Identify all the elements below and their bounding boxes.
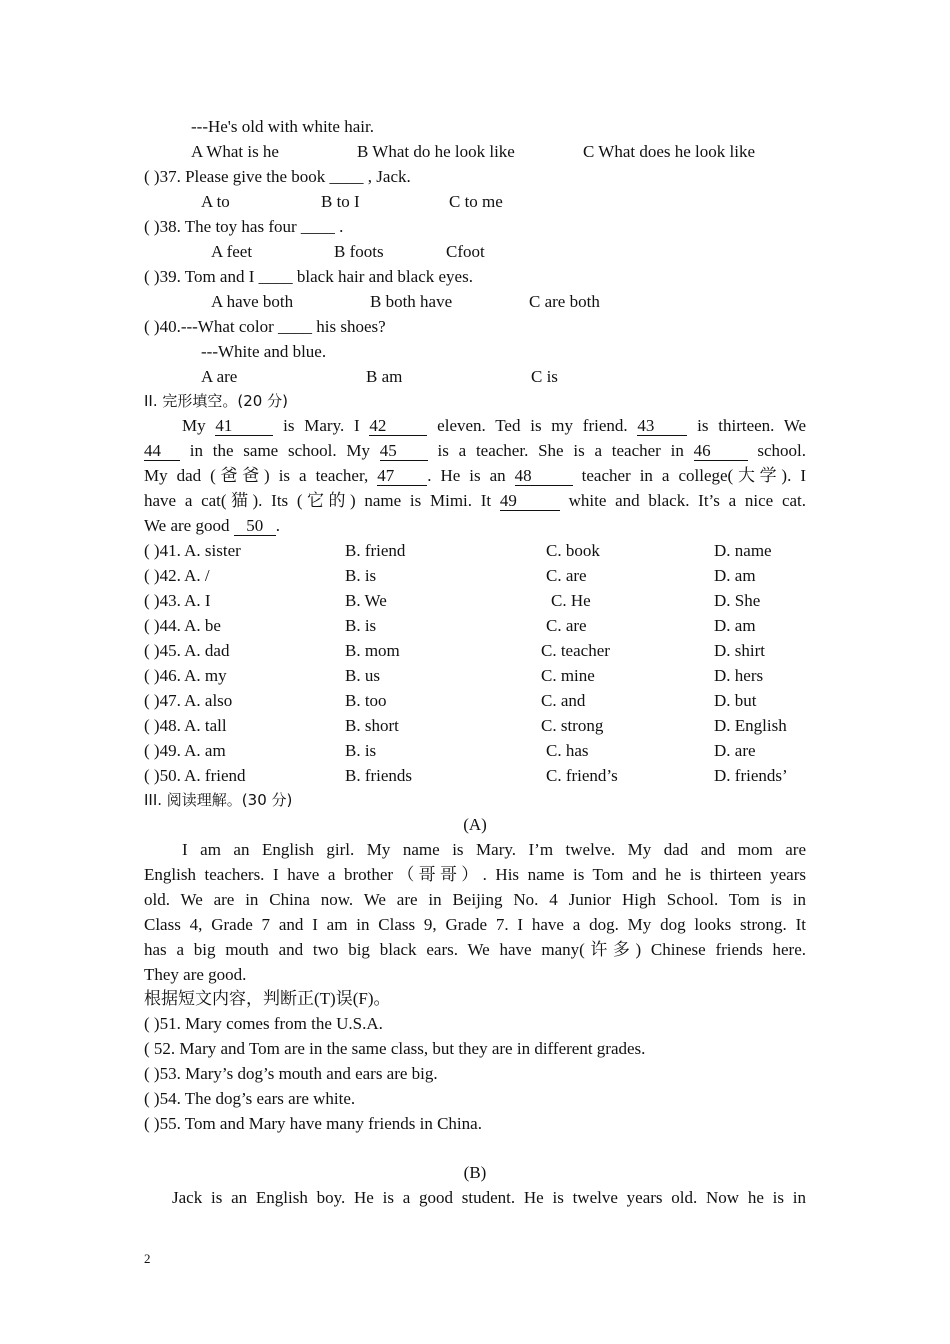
cloze-q46-c: C. mine bbox=[541, 666, 595, 685]
passage-a-label: (A) bbox=[463, 815, 487, 834]
passage-b-label: (B) bbox=[463, 1163, 487, 1182]
blank-48[interactable]: 48 bbox=[515, 467, 573, 486]
cloze-q45-a: ( )45. A. dad bbox=[144, 641, 230, 660]
q40-answer-line: ---White and blue. bbox=[201, 342, 327, 361]
q39-option-b: B both have bbox=[370, 292, 453, 311]
cloze-line-5: We are good 50 . bbox=[144, 516, 280, 535]
cloze-q42-d: D. am bbox=[714, 566, 756, 585]
q38-option-a: A feet bbox=[211, 242, 253, 261]
q37-stem: ( )37. Please give the book ____ , Jack. bbox=[144, 167, 411, 186]
cloze-heading: II. 完形填空。(20 分) bbox=[144, 392, 288, 410]
cloze-line-1: My 41 is Mary. I 42 eleven. Ted is my friend. 43 is thirteen. We bbox=[182, 416, 807, 435]
cloze-q47-b: B. too bbox=[345, 691, 387, 710]
cloze-q46-d: D. hers bbox=[714, 666, 764, 685]
q39-option-a: A have both bbox=[211, 292, 294, 311]
cloze-line-4: have a cat(猫). Its (它的) name is Mimi. It 49 white and black. It’s a nice cat. bbox=[144, 491, 807, 510]
blank-49[interactable]: 49 bbox=[500, 492, 560, 511]
blank-41[interactable]: 41 bbox=[215, 417, 273, 436]
q37-option-a: A to bbox=[201, 192, 230, 211]
cloze-q48-d: D. English bbox=[714, 716, 787, 735]
cloze-q47-d: D. but bbox=[714, 691, 757, 710]
cloze-q49-c: C. has bbox=[546, 741, 589, 760]
q40-option-a: A are bbox=[201, 367, 238, 386]
cloze-q50-a: ( )50. A. friend bbox=[144, 766, 246, 785]
tf-instruction: 根据短文内容，判断正(T)误(F)。 bbox=[144, 989, 391, 1008]
passage-a-line-6: They are good. bbox=[144, 965, 247, 984]
blank-50[interactable]: 50 bbox=[234, 517, 276, 536]
cloze-q41-d: D. name bbox=[714, 541, 772, 560]
tf-q51: ( )51. Mary comes from the U.S.A. bbox=[144, 1014, 383, 1033]
passage-a-line-1: I am an English girl. My name is Mary. I’m twelve. My dad and mom are bbox=[182, 840, 806, 859]
tf-q55: ( )55. Tom and Mary have many friends in China. bbox=[144, 1114, 482, 1133]
cloze-q50-d: D. friends’ bbox=[714, 766, 788, 785]
reading-heading: III. 阅读理解。(30 分) bbox=[144, 791, 293, 809]
cloze-q41-a: ( )41. A. sister bbox=[144, 541, 241, 560]
cloze-q43-c: C. He bbox=[551, 591, 591, 610]
passage-a-line-5: has a big mouth and two big black ears. We have many(许多) Chinese friends here. bbox=[144, 940, 806, 959]
cloze-q44-b: B. is bbox=[345, 616, 377, 635]
q37-option-c: C to me bbox=[449, 192, 503, 211]
cloze-line-2: 44 in the same school. My 45 is a teacher. She is a teacher in 46 school. bbox=[144, 441, 806, 460]
blank-43[interactable]: 43 bbox=[637, 417, 687, 436]
blank-46[interactable]: 46 bbox=[694, 442, 748, 461]
q36-option-b: B What do he look like bbox=[357, 142, 515, 161]
cloze-q49-b: B. is bbox=[345, 741, 377, 760]
cloze-q43-d: D. She bbox=[714, 591, 761, 610]
cloze-q48-c: C. strong bbox=[541, 716, 604, 735]
q38-stem: ( )38. The toy has four ____ . bbox=[144, 217, 344, 236]
blank-42[interactable]: 42 bbox=[369, 417, 427, 436]
cloze-line-3: My dad (爸爸) is a teacher, 47 . He is an 48 teacher in a college(大学). I bbox=[144, 466, 806, 485]
cloze-q50-b: B. friends bbox=[345, 766, 413, 785]
tf-q54: ( )54. The dog’s ears are white. bbox=[144, 1089, 356, 1108]
q39-option-c: C are both bbox=[529, 292, 600, 311]
blank-45[interactable]: 45 bbox=[380, 442, 428, 461]
cloze-q43-b: B. We bbox=[345, 591, 387, 610]
cloze-q45-b: B. mom bbox=[345, 641, 400, 660]
cloze-q41-c: C. book bbox=[546, 541, 600, 560]
cloze-q43-a: ( )43. A. I bbox=[144, 591, 211, 610]
cloze-q44-a: ( )44. A. be bbox=[144, 616, 221, 635]
cloze-q48-a: ( )48. A. tall bbox=[144, 716, 227, 735]
cloze-q49-a: ( )49. A. am bbox=[144, 741, 226, 760]
cloze-q44-d: D. am bbox=[714, 616, 756, 635]
q39-stem: ( )39. Tom and I ____ black hair and black eyes. bbox=[144, 267, 473, 286]
q40-option-c: C is bbox=[531, 367, 558, 386]
page-number: 2 bbox=[144, 1251, 151, 1266]
passage-a-line-2: English teachers. I have a brother（哥哥）. His name is Tom and he is thirteen years bbox=[144, 865, 806, 884]
cloze-q42-a: ( )42. A. / bbox=[144, 566, 210, 585]
q40-stem: ( )40.---What color ____ his shoes? bbox=[144, 317, 386, 336]
cloze-q47-a: ( )47. A. also bbox=[144, 691, 233, 710]
q40-option-b: B am bbox=[366, 367, 403, 386]
q37-option-b: B to I bbox=[321, 192, 360, 211]
tf-q52: ( 52. Mary and Tom are in the same class, but they are in different grades. bbox=[144, 1039, 646, 1058]
cloze-q50-c: C. friend’s bbox=[546, 766, 618, 785]
passage-a-line-4: Class 4, Grade 7 and I am in Class 9, Grade 7. I have a dog. My dog looks strong. It bbox=[144, 915, 806, 934]
q38-option-b: B foots bbox=[334, 242, 384, 261]
blank-47[interactable]: 47 bbox=[377, 467, 427, 486]
cloze-q45-c: C. teacher bbox=[541, 641, 610, 660]
passage-a-line-3: old. We are in China now. We are in Beijing No. 4 Junior High School. Tom is in bbox=[144, 890, 806, 909]
cloze-q49-d: D. are bbox=[714, 741, 756, 760]
cloze-q48-b: B. short bbox=[345, 716, 399, 735]
cloze-q44-c: C. are bbox=[546, 616, 587, 635]
cloze-q46-b: B. us bbox=[345, 666, 380, 685]
cloze-q42-b: B. is bbox=[345, 566, 377, 585]
q36-option-c: C What does he look like bbox=[583, 142, 756, 161]
blank-44[interactable]: 44 bbox=[144, 442, 180, 461]
cloze-q47-c: C. and bbox=[541, 691, 586, 710]
q38-option-c: Cfoot bbox=[446, 242, 485, 261]
cloze-q42-c: C. are bbox=[546, 566, 587, 585]
cloze-q46-a: ( )46. A. my bbox=[144, 666, 227, 685]
q36-option-a: A What is he bbox=[191, 142, 279, 161]
passage-b-line-1: Jack is an English boy. He is a good student. He is twelve years old. Now he is in bbox=[172, 1188, 806, 1207]
q36-answer-line: ---He's old with white hair. bbox=[191, 117, 374, 136]
cloze-q41-b: B. friend bbox=[345, 541, 406, 560]
tf-q53: ( )53. Mary’s dog’s mouth and ears are big. bbox=[144, 1064, 438, 1083]
cloze-q45-d: D. shirt bbox=[714, 641, 765, 660]
